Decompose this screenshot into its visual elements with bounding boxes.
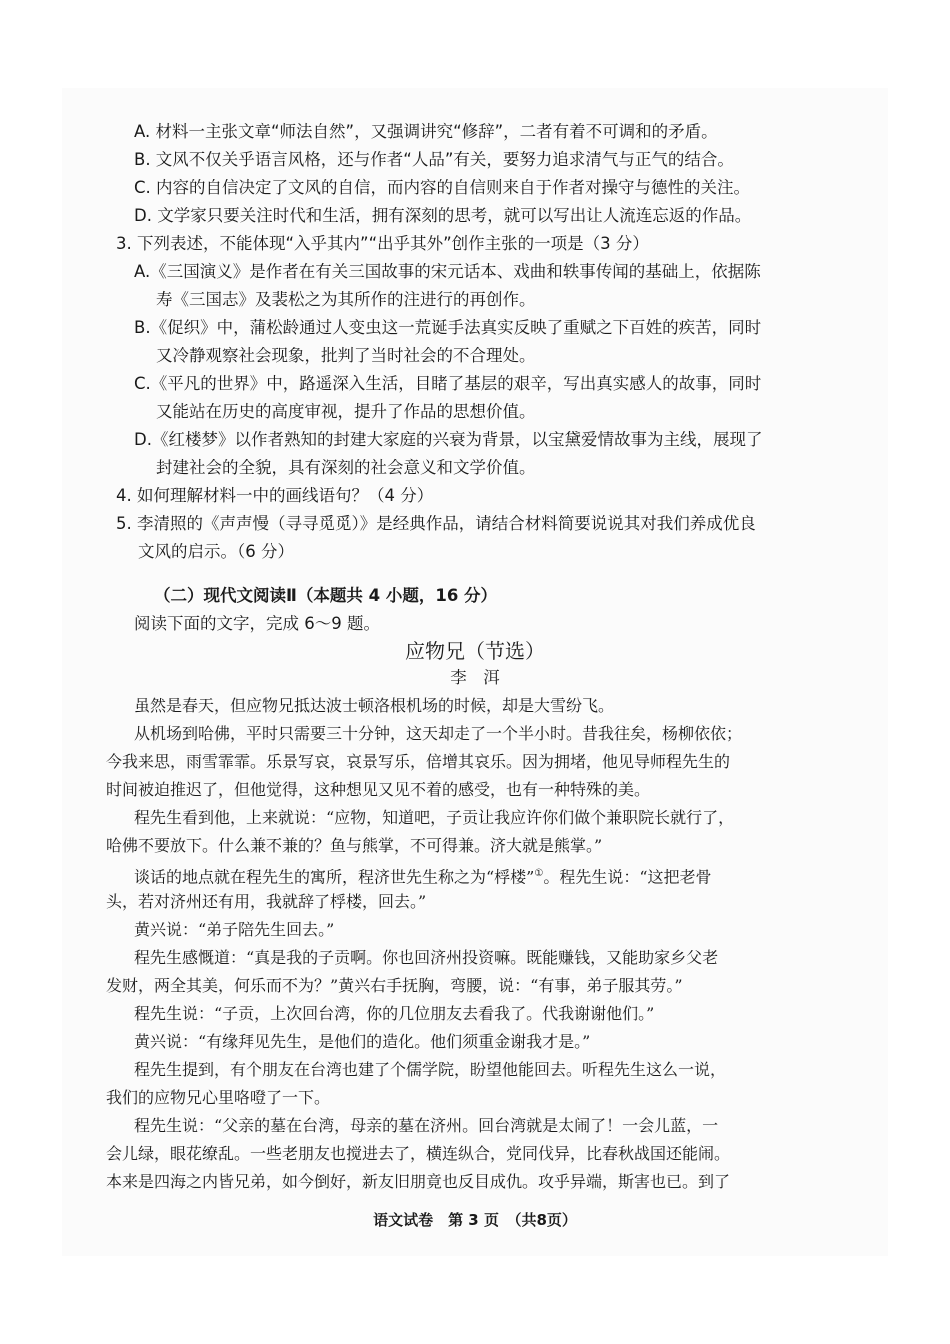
page-footer: 语文试卷 第 3 页 （共8页） bbox=[373, 1211, 577, 1229]
passage-p3-line1: 程先生看到他，上来就说：“应物，知道吧，子贡让我应许你们做个兼职院长就行了， bbox=[134, 808, 735, 827]
exam-page bbox=[62, 88, 888, 1256]
passage-title: 应物兄（节选） bbox=[405, 639, 545, 663]
q2-option-a: A. 材料一主张文章“师法自然”，又强调讲究“修辞”，二者有着不可调和的矛盾。 bbox=[134, 122, 718, 141]
q3-option-b-line1: B.《促织》中，蒲松龄通过人变虫这一荒诞手法真实反映了重赋之下百姓的疾苦，同时 bbox=[134, 318, 762, 337]
passage-p10-line1: 程先生说：“父亲的墓在台湾，母亲的墓在济州。回台湾就是太闹了！一会儿蓝，一 bbox=[134, 1116, 719, 1135]
passage-p10-line3: 本来是四海之内皆兄弟，如今倒好，新友旧朋竟也反目成仇。攻乎异端，斯害也已。到了 bbox=[106, 1172, 731, 1191]
passage-p4-text: 谈话的地点就在程先生的寓所，程济世先生称之为“桴楼” bbox=[134, 867, 535, 887]
q2-option-d: D. 文学家只要关注时代和生活，拥有深刻的思考，就可以写出让人流连忘返的作品。 bbox=[134, 206, 752, 225]
passage-p3-line2: 哈佛不要放下。什么兼不兼的？鱼与熊掌，不可得兼。济大就是熊掌。” bbox=[106, 836, 603, 855]
q4-stem: 4. 如何理解材料一中的画线语句？（4 分） bbox=[116, 486, 434, 505]
passage-p4-line1 bbox=[134, 864, 712, 887]
q3-option-c-line1: C.《平凡的世界》中，路遥深入生活，目睹了基层的艰辛，写出真实感人的故事，同时 bbox=[134, 374, 762, 393]
passage-p2-line1: 从机场到哈佛，平时只需要三十分钟，这天却走了一个半小时。昔我往矣，杨柳依依； bbox=[134, 724, 743, 743]
passage-p5: 黄兴说：“弟子陪先生回去。” bbox=[134, 920, 335, 939]
section-heading: （二）现代文阅读Ⅱ（本题共 4 小题，16 分） bbox=[154, 586, 498, 605]
passage-p8: 黄兴说：“有缘拜见先生，是他们的造化。他们须重金谢我才是。” bbox=[134, 1032, 591, 1051]
q3-option-a-line2: 寿《三国志》及裴松之为其所作的注进行的再创作。 bbox=[156, 290, 536, 309]
passage-p4-line2: 头，若对济州还有用，我就辞了桴楼，回去。” bbox=[106, 892, 427, 911]
section-instruction: 阅读下面的文字，完成 6～9 题。 bbox=[134, 614, 380, 633]
passage-p2-line3: 时间被迫推迟了，但他觉得，这种想见又见不着的感受，也有一种特殊的美。 bbox=[106, 780, 651, 799]
q2-option-b: B. 文风不仅关乎语言风格，还与作者“人品”有关，要努力追求清气与正气的结合。 bbox=[134, 150, 734, 169]
passage-p9-line1: 程先生提到，有个朋友在台湾也建了个儒学院，盼望他能回去。听程先生这么一说， bbox=[134, 1060, 727, 1079]
q5-stem-line2: 文风的启示。（6 分） bbox=[138, 542, 294, 561]
q3-option-b-line2: 又冷静观察社会现象，批判了当时社会的不合理处。 bbox=[156, 346, 536, 365]
passage-author: 李 洱 bbox=[450, 668, 500, 687]
q3-option-a-line1: A.《三国演义》是作者在有关三国故事的宋元话本、戏曲和轶事传闻的基础上，依据陈 bbox=[134, 262, 761, 281]
passage-p6-line1: 程先生感慨道：“真是我的子贡啊。你也回济州投资嘛。既能赚钱，又能助家乡父老 bbox=[134, 948, 719, 967]
q3-stem: 3. 下列表述，不能体现“入乎其内”“出乎其外”创作主张的一项是（3 分） bbox=[116, 234, 649, 253]
q3-option-d-line2: 封建社会的全貌，具有深刻的社会意义和文学价值。 bbox=[156, 458, 536, 477]
passage-p10-line2: 会儿绿，眼花缭乱。一些老朋友也搅进去了，横连纵合，党同伐异，比春秋战国还能闹。 bbox=[106, 1144, 731, 1163]
passage-p7: 程先生说：“子贡，上次回台湾，你的几位朋友去看我了。代我谢谢他们。” bbox=[134, 1004, 655, 1023]
q3-option-d-line1: D.《红楼梦》以作者熟知的封建大家庭的兴衰为背景，以宝黛爱情故事为主线，展现了 bbox=[134, 430, 763, 449]
passage-p9-line2: 我们的应物兄心里咯噔了一下。 bbox=[106, 1088, 331, 1107]
q5-stem-line1: 5. 李清照的《声声慢（寻寻觅觅）》是经典作品，请结合材料简要说说其对我们养成优良 bbox=[116, 514, 756, 533]
q2-option-c: C. 内容的自信决定了文风的自信，而内容的自信则来自于作者对操守与德性的关注。 bbox=[134, 178, 751, 197]
passage-p2-line2: 今我来思，雨雪霏霏。乐景写哀，哀景写乐，倍增其哀乐。因为拥堵，他见导师程先生的 bbox=[106, 752, 731, 771]
q3-option-c-line2: 又能站在历史的高度审视，提升了作品的思想价值。 bbox=[156, 402, 536, 421]
passage-p6-line2: 发财，两全其美，何乐而不为？”黄兴右手抚胸，弯腰，说：“有事，弟子服其劳。” bbox=[106, 976, 683, 995]
passage-p4-text-cont: 。程先生说：“这把老骨 bbox=[543, 867, 712, 887]
passage-p1: 虽然是春天，但应物兄抵达波士顿洛根机场的时候，却是大雪纷飞。 bbox=[134, 696, 615, 715]
footnote-marker: ① bbox=[534, 868, 544, 879]
